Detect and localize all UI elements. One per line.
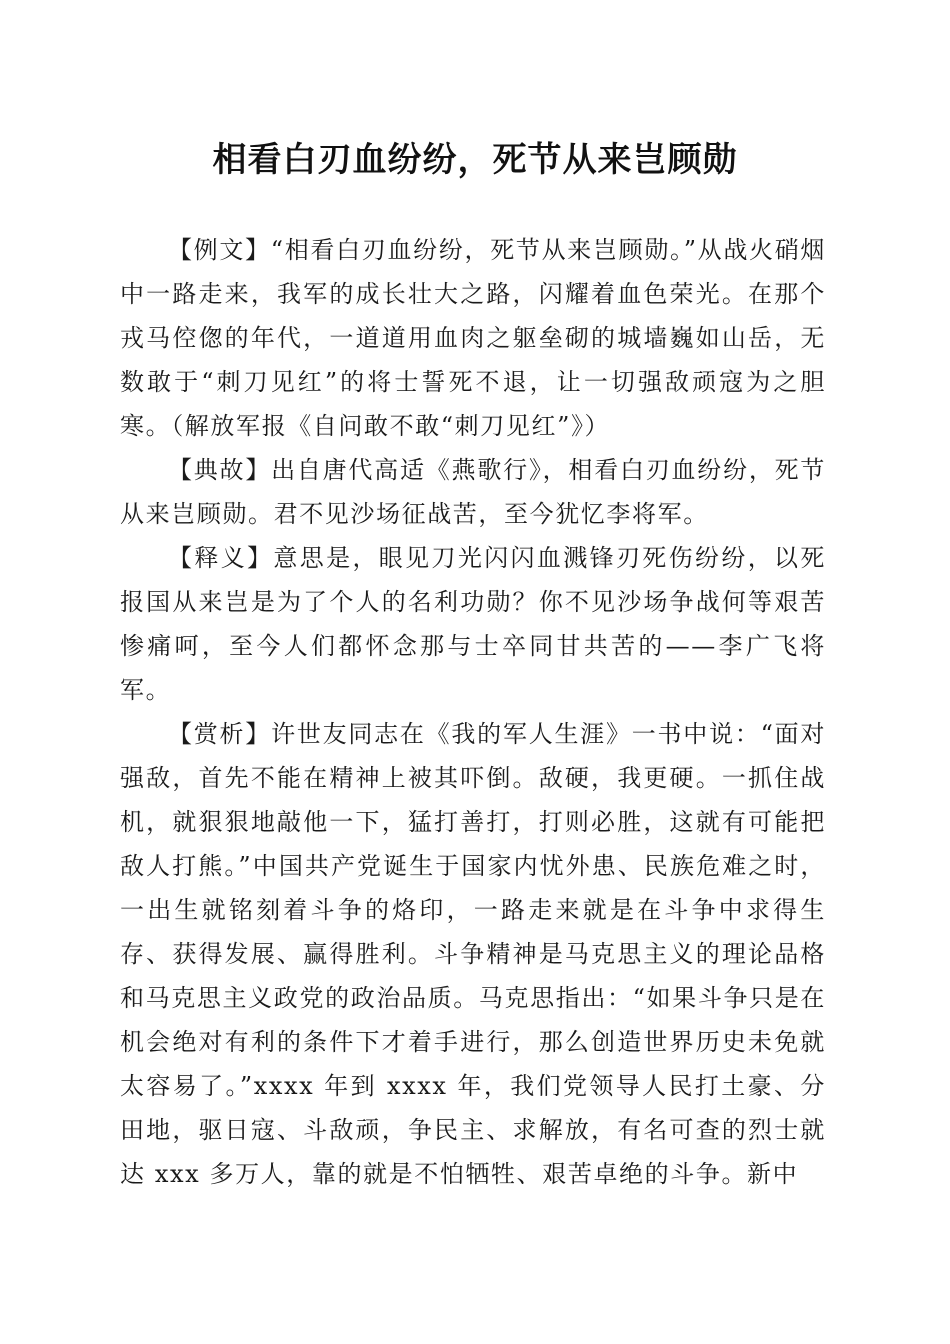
paragraph-label: 【典故】 (168, 456, 272, 484)
paragraph-example (120, 228, 826, 448)
article-title: 相看白刃血纷纷，死节从来岂顾勋 (212, 140, 738, 180)
paragraph-text: “相看白刃血纷纷，死节从来岂顾勋。”从战火硝烟中一路走来，我军的成长壮大之路，闪耀着血色荣光。在那个戎马倥偬的年代，一道道用血肉之躯垒砌的城墙巍如山岳，无数敢于“刺刀见红”的将士誓死不退，让一切强敌顽寇为之胆寒。（解放军报《自问敢不敢“刺刀见红”》） (120, 236, 826, 440)
paragraph-allusion (120, 448, 826, 536)
paragraph-label: 【释义】 (168, 544, 274, 572)
paragraph-label: 【赏析】 (168, 720, 272, 748)
paragraph-label: 【例文】 (168, 236, 271, 264)
paragraph-analysis (120, 712, 826, 1196)
article-body (120, 228, 826, 1196)
paragraph-text: 许世友同志在《我的军人生涯》一书中说：“面对强敌，首先不能在精神上被其吓倒。敌硬，我更硬。一抓住战机，就狠狠地敲他一下，猛打善打，打则必胜，这就有可能把敌人打熊。”中国共产党诞生于国家内忧外患、民族危难之时，一出生就铭刻着斗争的烙印，一路走来就是在斗争中求得生存、获得发展、赢得胜利。斗争精神是马克思主义的理论品格和马克思主义政党的政治品质。马克思指出：“如果斗争只是在机会绝对有利的条件下才着手进行，那么创造世界历史未免就太容易了。”xxxx 年到 xxxx 年，我们党领导人民打土豪、分田地，驱日寇、斗敌顽，争民主、求解放，有名可查的烈士就达 xxx 多万人，靠的就是不怕牺牲、艰苦卓绝的斗争。新中 (120, 720, 826, 1188)
paragraph-meaning (120, 536, 826, 712)
paragraph-text: 意思是，眼见刀光闪闪血溅锋刃死伤纷纷，以死报国从来岂是为了个人的名利功勋？你不见沙场争战何等艰苦惨痛呵，至今人们都怀念那与士卒同甘共苦的——李广飞将军。 (120, 544, 826, 704)
paragraph-text: 出自唐代高适《燕歌行》，相看白刃血纷纷，死节从来岂顾勋。君不见沙场征战苦，至今犹忆李将军。 (120, 456, 826, 528)
